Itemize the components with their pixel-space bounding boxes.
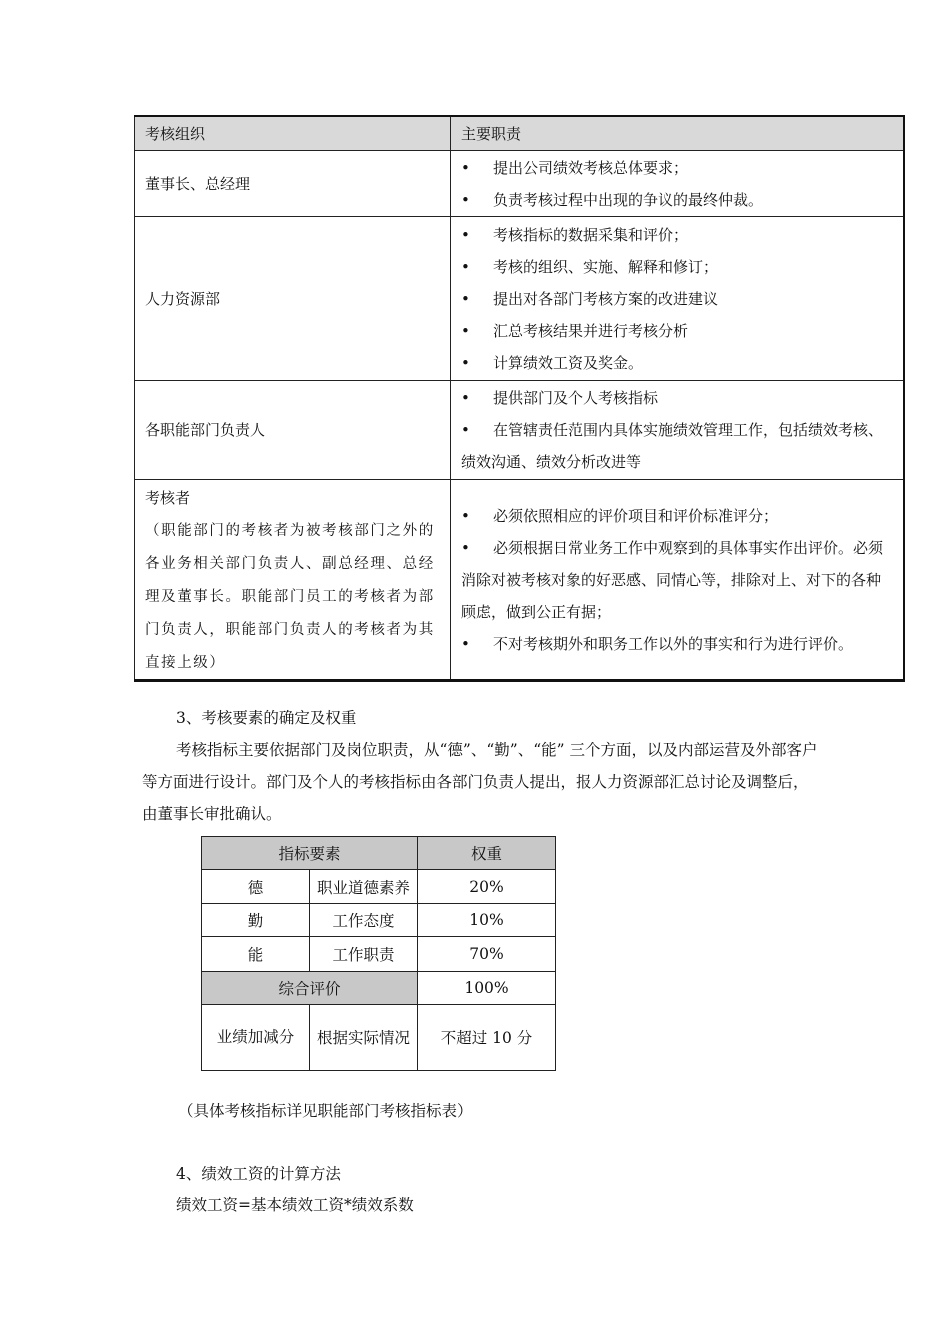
table-row	[202, 1004, 556, 1070]
table-row	[135, 217, 905, 381]
bullet-icon: •	[461, 190, 470, 209]
category-cell: 勤	[202, 904, 310, 937]
org-cell	[135, 480, 451, 681]
bonus-weight: 不超过 10 分	[418, 1004, 556, 1070]
duty-item: • 在管辖责任范围内具体实施绩效管理工作，包括绩效考核、绩效沟通、绩效分析改进等	[461, 414, 893, 478]
bullet-icon: •	[461, 257, 470, 276]
duties-cell	[451, 217, 905, 381]
section3-paragraph: 考核指标主要依据部门及岗位职责，从“德”、“勤”、“能” 三个方面，以及内部运营及外部客户等方面进行设计。部门及个人的考核指标由各部门负责人提出，报人力资源部汇总讨论及调整后，由董事长审批确认。	[142, 741, 818, 823]
header-weight: 权重	[418, 837, 556, 870]
bullet-icon: •	[461, 506, 470, 525]
table-row	[135, 151, 905, 217]
org-label: 考核者	[145, 489, 191, 507]
duty-item: • 必须根据日常业务工作中观察到的具体事实作出评价。必须消除对被考核对象的好恶感、同情心等，排除对上、对下的各种顾虑，做到公正有据；	[461, 532, 893, 628]
weight-cell: 10%	[418, 904, 556, 937]
duty-item: • 考核的组织、实施、解释和修订；	[461, 251, 893, 283]
duty-item: • 提供部门及个人考核指标	[461, 382, 893, 414]
header-factor: 指标要素	[202, 837, 418, 870]
bullet-icon: •	[461, 225, 470, 244]
duty-item: • 汇总考核结果并进行考核分析	[461, 315, 893, 347]
total-label: 综合评价	[202, 971, 418, 1004]
total-weight: 100%	[418, 971, 556, 1004]
weight-table	[201, 836, 556, 1071]
item-cell: 职业道德素养	[310, 870, 418, 904]
bonus-item: 根据实际情况	[310, 1004, 418, 1070]
section3-heading: 3、考核要素的确定及权重	[176, 709, 357, 727]
section4-heading: 4、绩效工资的计算方法	[176, 1165, 341, 1183]
duty-item: • 考核指标的数据采集和评价；	[461, 219, 893, 251]
duty-item: • 不对考核期外和职务工作以外的事实和行为进行评价。	[461, 628, 893, 660]
org-cell: 各职能部门负责人	[135, 381, 451, 480]
header-organization: 考核组织	[135, 116, 451, 151]
item-cell: 工作态度	[310, 904, 418, 937]
category-cell: 能	[202, 937, 310, 971]
duty-item: • 计算绩效工资及奖金。	[461, 347, 893, 379]
table2-note: （具体考核指标详见职能部门考核指标表）	[178, 1102, 473, 1120]
table-row	[135, 480, 905, 681]
table-row	[202, 870, 556, 904]
category-cell: 德	[202, 870, 310, 904]
table-header-row	[135, 116, 905, 151]
bullet-icon: •	[461, 353, 470, 372]
bullet-icon: •	[461, 389, 470, 407]
duties-cell	[451, 381, 905, 480]
bullet-icon: •	[461, 538, 470, 557]
section4-formula: 绩效工资=基本绩效工资*绩效系数	[176, 1196, 414, 1214]
bonus-category: 业绩加减分	[202, 1004, 310, 1070]
weight-cell: 70%	[418, 937, 556, 971]
bullet-icon: •	[461, 634, 470, 653]
org-note: （职能部门的考核者为被考核部门之外的各业务相关部门负责人、副总经理、总经理及董事长。职能部门员工的考核者为部门负责人，职能部门负责人的考核者为其直接上级）	[145, 523, 435, 671]
duty-item: • 负责考核过程中出现的争议的最终仲裁。	[461, 184, 893, 216]
item-cell: 工作职责	[310, 937, 418, 971]
duty-item: • 提出公司绩效考核总体要求；	[461, 152, 893, 184]
duty-item: • 提出对各部门考核方案的改进建议	[461, 283, 893, 315]
bullet-icon: •	[461, 158, 470, 177]
duty-item: • 必须依照相应的评价项目和评价标准评分；	[461, 500, 893, 532]
duties-cell	[451, 151, 905, 217]
responsibility-table	[134, 115, 905, 682]
org-cell: 董事长、总经理	[135, 151, 451, 217]
table-row	[135, 381, 905, 480]
header-duties: 主要职责	[451, 116, 905, 151]
table-row	[202, 904, 556, 937]
bullet-icon: •	[461, 421, 470, 439]
duties-cell	[451, 480, 905, 681]
weight-cell: 20%	[418, 870, 556, 904]
table-row	[202, 837, 556, 870]
bullet-icon: •	[461, 321, 470, 340]
bullet-icon: •	[461, 289, 470, 308]
table-row	[202, 937, 556, 971]
org-cell: 人力资源部	[135, 217, 451, 381]
table-row	[202, 971, 556, 1004]
